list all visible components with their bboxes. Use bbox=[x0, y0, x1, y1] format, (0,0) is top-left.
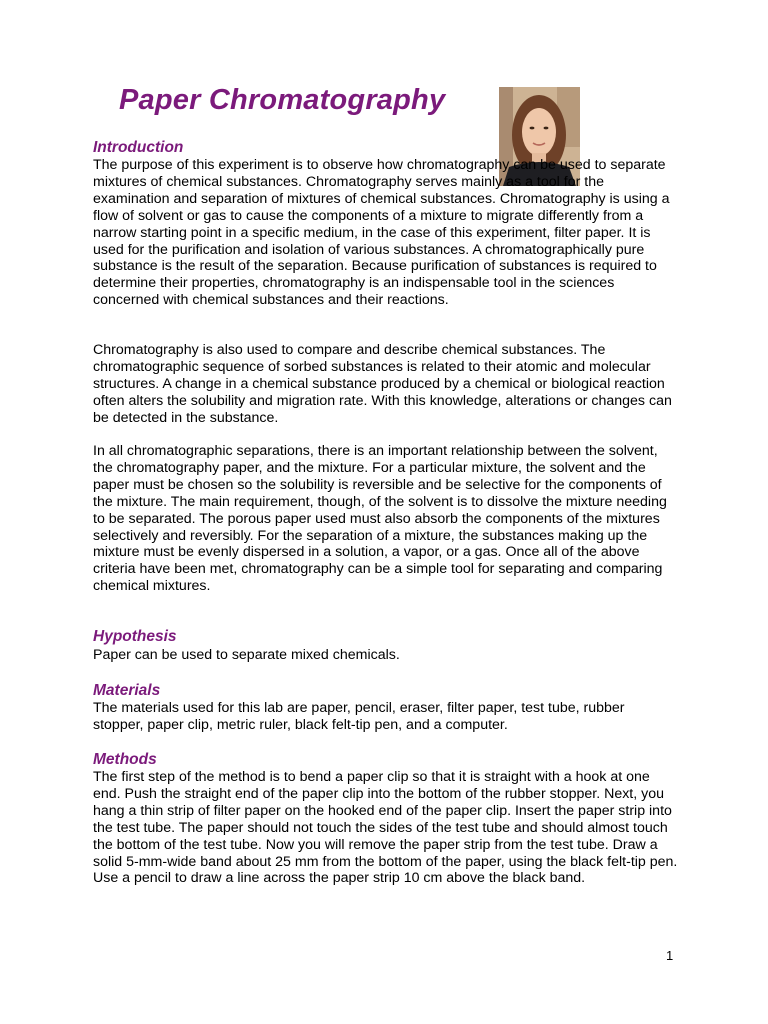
page-number: 1 bbox=[666, 948, 674, 963]
introduction-paragraph-3: In all chromatographic separations, there is an important relationship between the solvent, the chromatography paper, and the mixture. For a particular mixture, the solvent and the paper must be chosen so the solubility is reversible and be selective for the components of the mixture. The main requirement, though, of the solvent is to dissolve the mixture needing to be separated. The porous paper used must also absorb the components of the mixtures selectively and reversibly. For the separation of a mixture, the substances making up the mixture must be evenly dispersed in a solution, a vapor, or a gas. Once all of the above criteria have been met, chromatography can be a simple tool for separating and comparing chemical mixtures. bbox=[93, 443, 667, 595]
introduction-paragraph-1: The purpose of this experiment is to observe how chromatography can be used to separate mixtures of chemical substances. Chromatography serves mainly as a tool for the examination and separation of mixtures of chemical substances. Chromatography is using a flow of solvent or gas to cause the components of a mixture to migrate differently from a narrow starting point in a specific medium, in the case of this experiment, filter paper. It is used for the purification and isolation of various substances. A chromatographically pure substance is the result of the separation. Because purification of substances is required to determine their properties, chromatography is an indispensable tool in the sciences concerned with chemical substances and their reactions. bbox=[93, 157, 670, 309]
hypothesis-text: Paper can be used to separate mixed chemicals. bbox=[93, 647, 400, 663]
introduction-paragraph-2: Chromatography is also used to compare and describe chemical substances. The chromatographic sequence of sorbed substances is related to their atomic and molecular structures. A change in a chemical substance produced by a chemical or biological reaction often alters the solubility and migration rate. With this knowledge, alterations or changes can be detected in the substance. bbox=[93, 342, 672, 426]
hypothesis-heading: Hypothesis bbox=[93, 628, 177, 645]
introduction-heading: Introduction bbox=[93, 139, 184, 156]
materials-heading: Materials bbox=[93, 682, 161, 699]
materials-text: The materials used for this lab are paper, pencil, eraser, filter paper, test tube, rubber stopper, paper clip, metric ruler, black felt-tip pen, and a computer. bbox=[93, 700, 625, 733]
methods-text: The first step of the method is to bend a paper clip so that it is straight with a hook at one end. Push the straight end of the paper clip into the bottom of the rubber stopper. Next, you hang a thin strip of filter paper on the hooked end of the paper clip. Insert the paper strip into the test tube. The paper should not touch the sides of the test tube and should almost touch the bottom of the test tube. Now you will remove the paper strip from the test tube. Draw a solid 5-mm-wide band about 25 mm from the bottom of the paper, using the black felt-tip pen. Use a pencil to draw a line across the paper strip 10 cm above the black band. bbox=[93, 769, 678, 887]
methods-heading: Methods bbox=[93, 751, 157, 768]
page-title: Paper Chromatography bbox=[119, 84, 446, 116]
